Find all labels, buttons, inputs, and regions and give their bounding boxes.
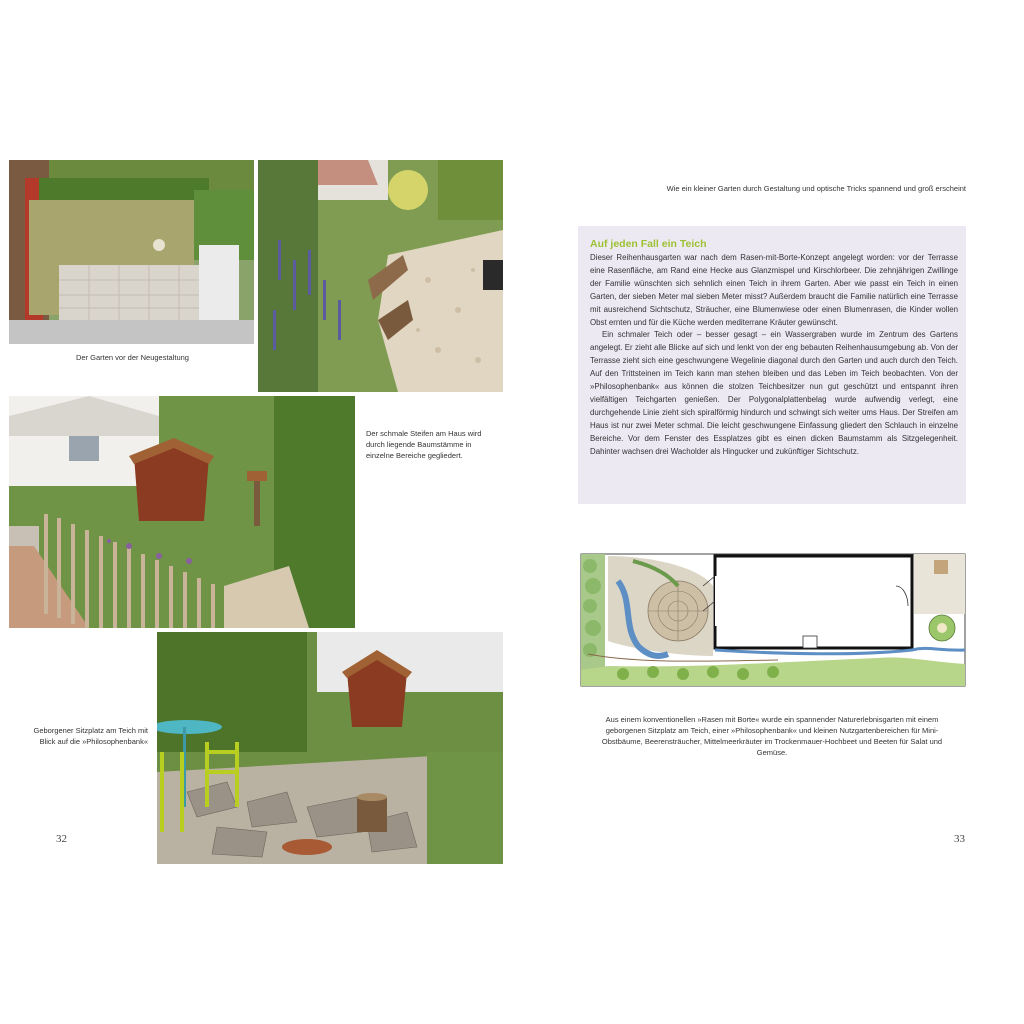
running-header: Wie ein kleiner Garten durch Gestaltung und optische Tricks spannend und groß erscheint [666, 184, 966, 193]
photo-gravel-path [258, 160, 503, 392]
photo-seating-area [157, 632, 503, 864]
page-number-right: 33 [954, 833, 965, 845]
sidebar-title: Auf jeden Fall ein Teich [590, 238, 707, 250]
caption-garden-before: Der Garten vor der Neugestaltung [76, 353, 189, 362]
sidebar-paragraph-1: Dieser Reihenhausgarten war nach dem Rasen-mit-Borte-Konzept angelegt worden: vor der Terrasse eine Rasenfläche, am Rand eine Hecke aus Glanzmispel und Kirschlorbeer. Die zehnjährigen Zwillinge der Familie wünschten sich sehnlich einen Teich in ihrem Garten. Aber wie passt ein Teich in einen Garten, der sieben Meter mal sieben Meter misst? Außerdem braucht die Familie natürlich eine Terrasse mit ausreichend Sichtschutz, Sträucher, eine Blumenwiese oder einen Blumenrasen, die Kinder wollen Obst ernten und für die Küche werden mediterrane Kräuter gewünscht. [590, 253, 958, 327]
page-number-left: 32 [56, 833, 67, 845]
photo-narrow-strip [9, 396, 355, 628]
sidebar-paragraph-2: Ein schmaler Teich oder – besser gesagt – ein Wassergraben wurde im Zentrum des Gartens angelegt. Er zieht alle Blicke auf sich und lenkt von der eng bebauten Reihenhausumgebung ab. Von der Terrasse zieht sich eine geschwungene Wegelinie diagonal durch den Garten und auch durch den Teich. Auf den Trittsteinen im Teich kann man stehen bleiben und das Leben im Teich beobachten. Von der »Philosophenbank« aus können die stolzen Teichbesitzer nun gut geschützt und entspannt ihren vielfältigen Teichgarten genießen. Der Polygonalplattenbelag wurde aufwendig verlegt, eine durchgehende Linie zieht sich spiralförmig hindurch und schwingt sich weiter ums Haus. Der Streifen am Haus ist nur zwei Meter schmal. Die leicht geschwungene Einfassung gliedert den Schlauch in einzelne Bereiche. Vor dem Fenster des Essplatzes gibt es einen dicken Baumstamm als Sitzgelegenheit. Dahinter wachsen drei Wacholder als Hingucker und zukünftiger Sichtschutz. [590, 330, 958, 456]
sidebar-box [578, 226, 966, 504]
photo-garden-before [9, 160, 254, 344]
plan-caption: Aus einem konventionellen »Rasen mit Borte« wurde ein spannender Naturerlebnisgarten mit einem geborgenen Sitzplatz am Teich, einer »Philosophenbank« und kleinen Nutzgartenbereichen für Mini-Obstbäume, Beerensträucher, Mittelmeerkräuter im Trockenmauer-Hochbeet und Beeten für Salat und Gemüse. [601, 715, 943, 757]
garden-plan-drawing [578, 546, 968, 694]
caption-narrow-strip: Der schmale Steifen am Haus wird durch liegende Baumstämme in einzelne Bereiche gegliedert. [366, 429, 482, 460]
caption-seating: Geborgener Sitzplatz am Teich mit Blick auf die »Philosophenbank« [33, 726, 148, 746]
